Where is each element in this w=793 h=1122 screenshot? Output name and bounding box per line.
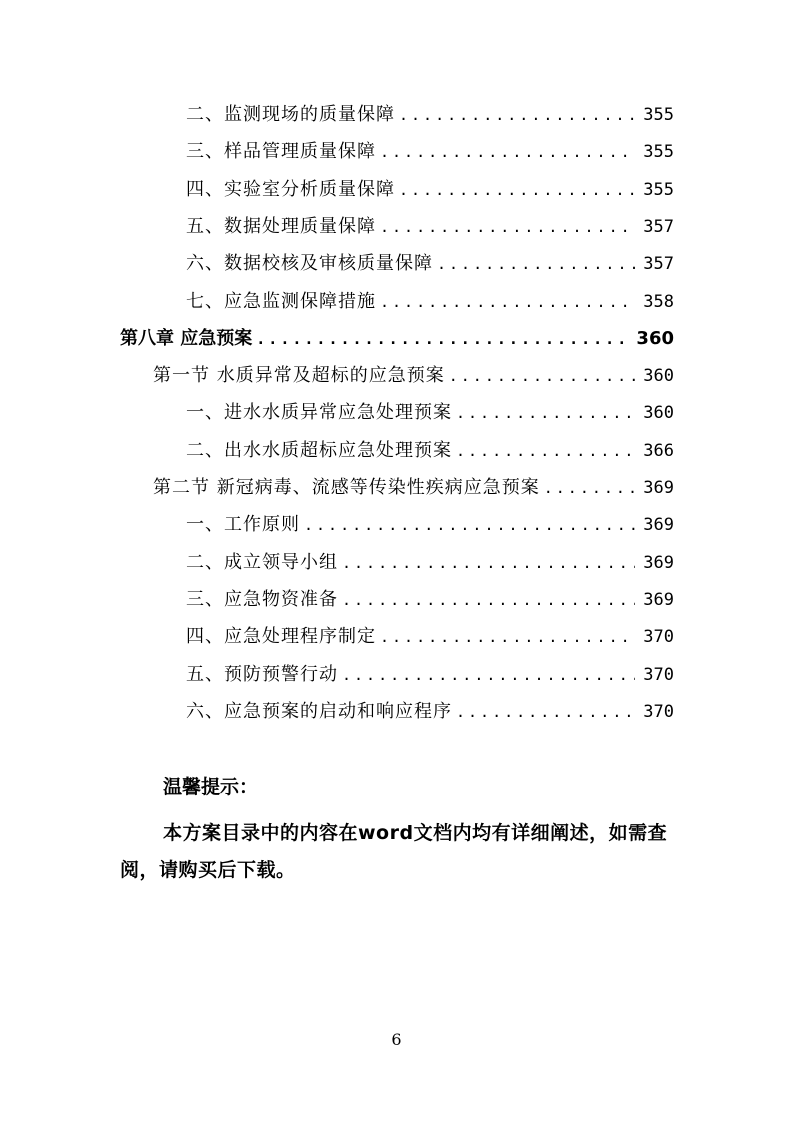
toc-entry-label: 二、出水水质超标应急处理预案 (186, 439, 452, 461)
toc-item-entry (186, 287, 674, 317)
toc-entry-page: 370 (643, 627, 674, 648)
toc-item-entry (186, 622, 674, 652)
toc-dot-leader (342, 548, 635, 578)
toc-item-entry (186, 510, 674, 540)
toc-entry-page: 360 (643, 366, 674, 387)
toc-item-entry (186, 137, 674, 167)
toc-dot-leader (380, 212, 635, 242)
toc-dot-leader (437, 249, 635, 279)
toc-entry-label: 七、应急监测保障措施 (186, 290, 376, 312)
toc-dot-leader (399, 100, 635, 130)
toc-entry-page: 369 (643, 589, 674, 610)
toc-item-entry (186, 585, 674, 615)
toc-entry-label: 五、预防预警行动 (186, 663, 338, 685)
toc-dot-leader (456, 436, 635, 466)
toc-dot-leader (456, 398, 635, 428)
toc-dot-leader (380, 287, 635, 317)
toc-entry-label: 五、数据处理质量保障 (186, 215, 376, 237)
toc-entry-page: 370 (643, 664, 674, 685)
toc-section-entry (153, 361, 674, 391)
toc-dot-leader (380, 137, 635, 167)
toc-dot-leader (544, 473, 636, 503)
toc-entry-label: 六、应急预案的启动和响应程序 (186, 700, 452, 722)
toc-dot-leader (342, 660, 635, 690)
toc-item-entry (186, 660, 674, 690)
toc-item-entry (186, 100, 674, 130)
toc-entry-page: 369 (643, 552, 674, 573)
toc-entry-page: 360 (636, 327, 674, 349)
toc-entry-label: 三、样品管理质量保障 (186, 141, 376, 163)
toc-entry-page: 370 (643, 701, 674, 722)
toc-entry-page: 369 (643, 478, 674, 498)
toc-item-entry (186, 548, 674, 578)
toc-entry-label: 二、监测现场的质量保障 (186, 104, 395, 125)
toc-section-entry (153, 473, 674, 503)
toc-entry-label: 第八章 应急预案 (120, 327, 253, 349)
toc-entry-label: 二、成立领导小组 (186, 551, 338, 573)
toc-entry-page: 355 (643, 142, 674, 163)
toc-dot-leader (380, 622, 635, 652)
toc-entry-page: 357 (643, 254, 674, 275)
toc-entry-page: 358 (643, 291, 674, 312)
toc-entry-page: 357 (643, 216, 674, 237)
toc-entry-label: 四、应急处理程序制定 (186, 626, 376, 648)
toc-entry-label: 第一节 水质异常及超标的应急预案 (153, 365, 445, 387)
toc-entry-label: 三、应急物资准备 (186, 588, 338, 610)
toc-dot-leader (304, 510, 635, 540)
toc-entry-label: 六、数据校核及审核质量保障 (186, 253, 433, 275)
toc-dot-leader (399, 175, 635, 205)
toc-entry-page: 360 (643, 403, 674, 424)
toc-dot-leader (256, 324, 628, 354)
toc-item-entry (186, 212, 674, 242)
toc-dot-leader (449, 361, 636, 391)
toc-item-entry (186, 697, 674, 727)
toc-entry-label: 一、工作原则 (186, 514, 300, 536)
toc-dot-leader (342, 585, 635, 615)
toc-entry-page: 355 (643, 179, 674, 200)
toc-entry-page: 366 (643, 440, 674, 461)
toc-dot-leader (456, 697, 635, 727)
toc-item-entry (186, 175, 674, 205)
toc-item-entry (186, 249, 674, 279)
toc-entry-page: 369 (643, 515, 674, 536)
notice-body: 本方案目录中的内容在word文档内均有详细阐述，如需查阅，请购买后下载。 (120, 822, 668, 881)
toc-item-entry (186, 398, 674, 428)
page-number: 6 (391, 1030, 402, 1049)
toc-entry-page: 355 (643, 105, 674, 125)
toc-item-entry (186, 436, 674, 466)
toc-chapter-entry (120, 324, 674, 354)
notice-title: 温馨提示： (163, 776, 259, 798)
toc-entry-label: 四、实验室分析质量保障 (186, 178, 395, 200)
toc-entry-label: 第二节 新冠病毒、流感等传染性疾病应急预案 (153, 477, 540, 498)
toc-entry-label: 一、进水水质异常应急处理预案 (186, 402, 452, 424)
